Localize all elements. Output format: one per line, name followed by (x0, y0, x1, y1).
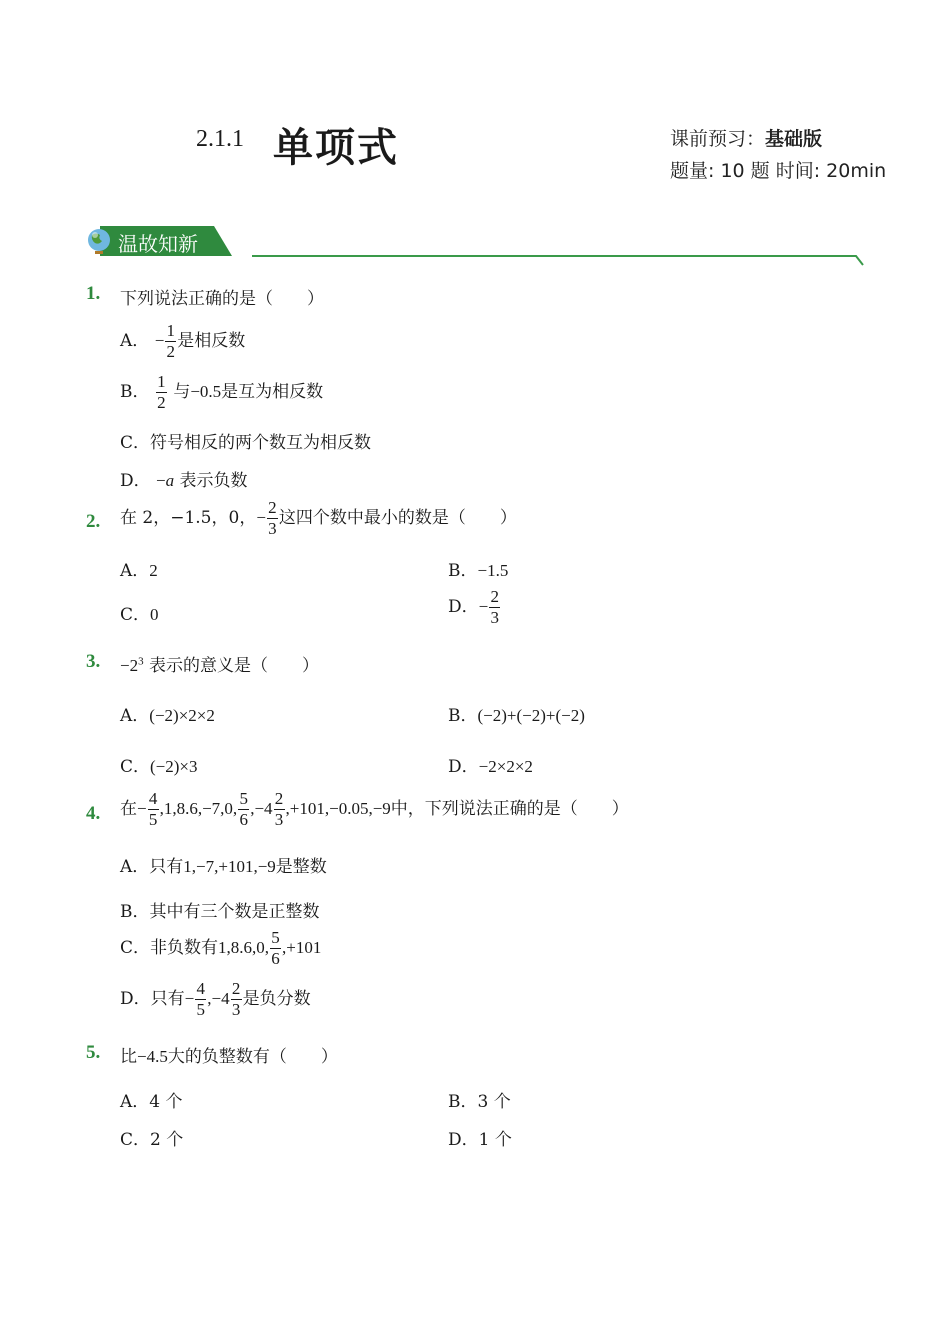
option-text: 表示负数 (179, 471, 248, 491)
question-2-option-d (448, 588, 501, 627)
math-value: ,−4 (207, 989, 230, 1008)
fraction-numerator: 2 (274, 789, 284, 808)
fraction-numerator: 2 (231, 979, 241, 998)
question-4-option-b (120, 897, 320, 922)
question-5-option-a (120, 1087, 183, 1112)
fraction-numerator: 2 (490, 587, 499, 606)
question-2-number: 2. (86, 511, 101, 532)
math-value: −4.5 (137, 1047, 168, 1066)
question-1-stem: 下列说法正确的是（ ） (120, 289, 324, 309)
option-text: 其中有三个数是正整数 (149, 902, 320, 922)
question-3-number: 3. (86, 651, 101, 672)
option-text: 4 个 (149, 1092, 183, 1112)
math-sign: − (478, 597, 489, 616)
fraction-denominator: 3 (490, 608, 499, 627)
question-5-option-c (120, 1125, 183, 1150)
option-label: B． (448, 1092, 478, 1112)
fraction-numerator: 5 (239, 789, 248, 808)
question-3-option-a (120, 701, 215, 726)
question-3-option-d (448, 752, 533, 777)
stem-text: 大的负整数有（ ） (167, 1047, 338, 1067)
math-value: 1,8.6,0, (218, 938, 270, 957)
option-text: 2 个 (150, 1130, 184, 1150)
option-label: D． (120, 989, 151, 1009)
question-1-option-a (120, 322, 245, 361)
question-2-option-b (448, 556, 508, 581)
meta-label: 课前预习： (670, 128, 766, 150)
question-2-option-a (120, 556, 158, 581)
option-label: D． (448, 757, 479, 777)
option-text: 是相反数 (177, 331, 246, 351)
question-2-stem (120, 499, 517, 538)
fraction (270, 929, 281, 968)
fraction-numerator: 1 (166, 321, 176, 340)
question-5-option-d (448, 1125, 512, 1150)
fraction-numerator: 5 (271, 928, 280, 947)
option-value: (−2)+(−2)+(−2) (477, 706, 585, 725)
banner-label: 温故知新 (118, 232, 198, 256)
meta-level (670, 124, 822, 151)
option-label: B． (448, 561, 478, 581)
option-text: 是整数 (275, 857, 327, 877)
question-1-number: 1. (86, 283, 101, 304)
stem-text: 中，下列说法正确的是（ ） (390, 799, 629, 819)
fraction-denominator: 5 (148, 810, 158, 829)
fraction (267, 499, 278, 538)
math-sign: − (137, 799, 147, 818)
option-label: B． (448, 706, 478, 726)
math-sign: − (256, 508, 266, 527)
fraction-denominator: 2 (166, 342, 176, 361)
question-5-number: 5. (86, 1042, 101, 1063)
question-5-option-b (448, 1087, 511, 1112)
fraction-denominator: 5 (196, 1000, 205, 1019)
stem-text: 在 (120, 799, 137, 819)
fraction-numerator: 1 (157, 372, 166, 391)
stem-text: 在 2，−1.5，0， (120, 508, 257, 528)
fraction (165, 322, 176, 361)
fraction (489, 588, 500, 627)
question-4-option-d (120, 980, 311, 1019)
question-1-option-b (120, 373, 323, 412)
stem-text: 表示的意义是（ ） (149, 656, 319, 676)
section-number: 2.1.1 (196, 126, 244, 152)
option-value: −1.5 (477, 561, 509, 580)
option-label: C． (120, 1130, 151, 1150)
option-label: D． (448, 1130, 479, 1150)
option-label: A． (120, 1092, 150, 1112)
fraction (231, 980, 242, 1019)
option-text: 1 个 (478, 1130, 512, 1150)
option-text: 3 个 (477, 1092, 511, 1112)
fraction-denominator: 3 (231, 1000, 241, 1019)
math-value: −0.5 (190, 382, 222, 401)
fraction (148, 790, 159, 829)
option-text: 是互为相反数 (221, 382, 324, 402)
option-value: 2 (149, 561, 158, 580)
math-base: −2 (120, 656, 139, 675)
option-text: 符号相反的两个数互为相反数 (150, 433, 372, 453)
divider-line (252, 255, 856, 257)
fraction-denominator: 6 (271, 949, 280, 968)
option-label: D． (120, 471, 151, 491)
math-sign: − (184, 989, 195, 1008)
math-sign: − (154, 331, 165, 350)
option-label: C． (120, 433, 151, 453)
option-label: A． (120, 561, 150, 581)
question-5-stem (120, 1042, 338, 1067)
fraction (195, 980, 206, 1019)
math-sign: − (156, 471, 166, 490)
question-3-option-c (120, 752, 198, 777)
page-title: 单项式 (273, 125, 399, 171)
fraction-denominator: 2 (157, 393, 166, 412)
math-value: ,−4 (250, 799, 273, 818)
option-label: C． (120, 938, 151, 958)
question-3-stem (120, 651, 319, 676)
math-value: ,1,8.6,−7,0, (159, 799, 238, 818)
option-text: 与 (173, 382, 191, 402)
math-variable: a (165, 471, 175, 490)
option-label: B． (120, 902, 150, 922)
fraction-numerator: 4 (148, 789, 158, 808)
option-text: 是负分数 (242, 989, 311, 1009)
option-value: (−2)×2×2 (149, 706, 215, 725)
option-label: A． (120, 331, 150, 351)
option-label: C． (120, 605, 151, 625)
option-text: 只有 (150, 989, 185, 1009)
option-label: D． (448, 597, 479, 617)
fraction-numerator: 4 (196, 979, 205, 998)
math-value: ,+101,−0.05,−9 (285, 799, 391, 818)
question-2-option-c (120, 600, 159, 625)
question-4-option-a (120, 852, 327, 877)
question-4-option-c (120, 929, 321, 968)
question-4-stem (120, 790, 629, 829)
option-text: 只有 (149, 857, 184, 877)
fraction (238, 790, 249, 829)
option-value: −2×2×2 (478, 757, 533, 776)
option-label: C． (120, 757, 151, 777)
math-value: ,+101 (282, 938, 322, 957)
question-4-number: 4. (86, 803, 101, 824)
stem-text: 比 (120, 1047, 137, 1067)
math-value: 1,−7,+101,−9 (183, 857, 276, 876)
option-label: A． (120, 706, 150, 726)
option-label: B． (120, 382, 150, 402)
stem-text: 这四个数中最小的数是（ ） (278, 508, 517, 528)
option-label: A． (120, 857, 150, 877)
meta-level-value: 基础版 (765, 128, 823, 150)
option-value: (−2)×3 (150, 757, 198, 776)
fraction-denominator: 3 (268, 519, 277, 538)
option-value: 0 (150, 605, 159, 624)
fraction-denominator: 3 (274, 810, 284, 829)
math-exponent: 3 (138, 655, 144, 668)
question-3-option-b (448, 701, 585, 726)
meta-count: 题量: 10 题 时间: 20min (670, 160, 887, 182)
fraction-numerator: 2 (268, 498, 277, 517)
fraction (156, 373, 167, 412)
question-1-option-c (120, 428, 371, 453)
option-text: 非负数有 (150, 938, 219, 958)
question-1-option-d (120, 466, 248, 491)
fraction (274, 790, 285, 829)
divider-end (852, 255, 864, 267)
fraction-denominator: 6 (239, 810, 248, 829)
